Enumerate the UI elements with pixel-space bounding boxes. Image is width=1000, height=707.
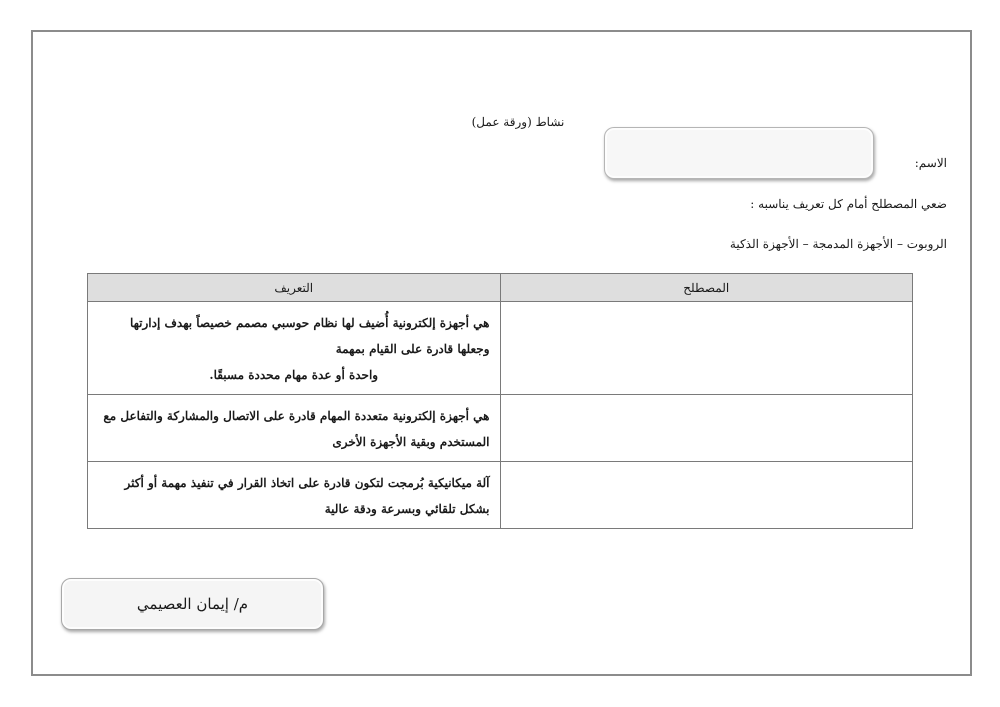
worksheet-title: نشاط (ورقة عمل) xyxy=(471,115,565,129)
definition-text: هي أجهزة إلكترونية متعددة المهام قادرة على الاتصال والمشاركة والتفاعل مع المستخدم وبقية الأجهزة الأخرى xyxy=(103,409,490,449)
term-answer-cell[interactable] xyxy=(500,462,913,529)
instruction-text: ضعي المصطلح أمام كل تعريف يناسبه : xyxy=(750,197,947,211)
term-answer-cell[interactable] xyxy=(500,302,913,395)
definition-text: آلة ميكانيكية بُرمجت لتكون قادرة على اتخاذ القرار في تنفيذ مهمة أو أكثر بشكل تلقائي وبسرعة ودقة عالية xyxy=(124,476,490,516)
table-row xyxy=(88,395,913,462)
term-answer-cell[interactable] xyxy=(500,395,913,462)
teacher-name-box xyxy=(61,578,324,630)
name-label: الاسم: xyxy=(914,156,947,170)
definition-cell xyxy=(88,302,501,395)
name-input-box[interactable] xyxy=(604,127,874,179)
definitions-table xyxy=(87,273,913,529)
table-header-row xyxy=(88,274,913,302)
definition-text: هي أجهزة إلكترونية أُضيف لها نظام حوسبي مصمم خصيصاً بهدف إدارتها وجعلها قادرة على القيام بمهمة xyxy=(129,316,490,356)
term-column-header: المصطلح xyxy=(500,274,913,302)
definition-text-line2: واحدة أو عدة مهام محددة مسبقًا. xyxy=(209,368,379,382)
teacher-name: م/ إيمان العصيمي xyxy=(136,595,249,613)
term-options: الروبوت – الأجهزة المدمجة – الأجهزة الذكية xyxy=(729,237,947,251)
table-row xyxy=(88,462,913,529)
definition-column-header: التعريف xyxy=(88,274,501,302)
definition-cell xyxy=(88,395,501,462)
table-row xyxy=(88,302,913,395)
definition-cell xyxy=(88,462,501,529)
